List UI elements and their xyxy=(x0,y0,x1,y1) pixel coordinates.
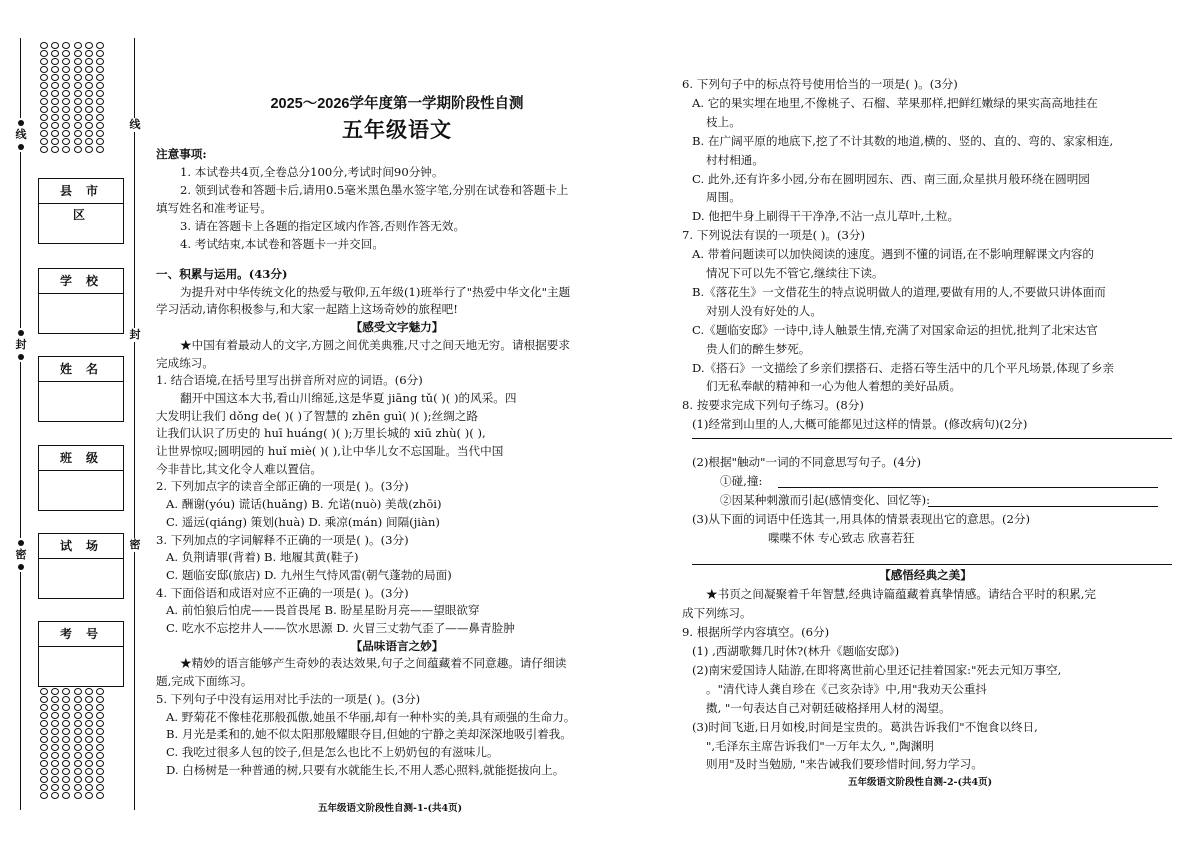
page-footer-right: 五年级语文阶段性自测-2-(共4页) xyxy=(848,777,993,788)
hole-mark xyxy=(96,146,104,153)
text-line: ★精妙的语言能够产生奇妙的表达效果,句子之间蕴藏着不同意趣。请仔细读 xyxy=(180,656,567,671)
hole-mark xyxy=(74,776,82,783)
notice-item: 填写姓名和准考证号。 xyxy=(156,201,272,215)
hole-mark xyxy=(96,74,104,81)
hole-mark xyxy=(96,58,104,65)
hole-mark xyxy=(40,146,48,153)
hole-mark xyxy=(74,704,82,711)
hole-mark xyxy=(85,130,93,137)
hole-mark xyxy=(40,58,48,65)
hole-mark xyxy=(74,114,82,121)
text-line: 擞, "一句表达自己对朝廷破格择用人材的渴望。 xyxy=(706,700,951,715)
hole-mark xyxy=(51,720,59,727)
hole-mark xyxy=(51,704,59,711)
hole-mark xyxy=(40,90,48,97)
hole-mark xyxy=(51,66,59,73)
hole-mark xyxy=(62,760,70,767)
hole-mark xyxy=(40,736,48,743)
hole-mark xyxy=(85,114,93,121)
text-line: (2)根据"触动"一词的不同意思写句子。(4分) xyxy=(692,455,922,469)
hole-mark xyxy=(62,50,70,57)
answer-line[interactable] xyxy=(692,438,1172,439)
hole-mark xyxy=(74,744,82,751)
hole-mark xyxy=(40,98,48,105)
text-line: ",毛泽东主席告诉我们"一万年太久, ",陶渊明 xyxy=(706,738,934,753)
hole-mark xyxy=(96,728,104,735)
hole-mark xyxy=(51,90,59,97)
hole-mark xyxy=(85,696,93,703)
hole-mark xyxy=(96,138,104,145)
field-label: 考号 xyxy=(39,622,123,647)
hole-mark xyxy=(74,106,82,113)
cut-label-xian: 线 xyxy=(13,118,29,152)
hole-mark xyxy=(96,720,104,727)
text-line: 成下列练习。 xyxy=(682,606,752,621)
hole-mark xyxy=(85,82,93,89)
hole-mark xyxy=(62,704,70,711)
cut-label-feng: 封 xyxy=(13,328,29,362)
text-line: (2)南宋爱国诗人陆游,在即将离世前心里还记挂着国家:"死去元知万事空, xyxy=(692,662,1062,677)
text-line: (1) ,西湖歌舞几时休?(林升《题临安邸》) xyxy=(692,644,900,658)
hole-mark xyxy=(74,752,82,759)
hole-mark xyxy=(62,720,70,727)
text-line: A. 前怕狼后怕虎——畏首畏尾 B. 盼星星盼月亮——望眼欲穿 xyxy=(166,603,480,618)
hole-mark xyxy=(85,720,93,727)
hole-mark xyxy=(96,792,104,799)
hole-mark xyxy=(96,712,104,719)
hole-mark xyxy=(96,98,104,105)
text-line: D.《搭石》一文描绘了乡亲们摆搭石、走搭石等生活中的几个平凡场景,体现了乡亲 xyxy=(692,360,1115,375)
hole-mark xyxy=(40,744,48,751)
page-footer-left: 五年级语文阶段性自测-1-(共4页) xyxy=(318,803,463,814)
field-name[interactable] xyxy=(38,356,124,422)
hole-mark xyxy=(96,760,104,767)
hole-mark xyxy=(51,792,59,799)
hole-mark xyxy=(40,138,48,145)
hole-mark xyxy=(74,122,82,129)
hole-mark xyxy=(51,784,59,791)
text-line: 今非昔比,其文化令人难以置信。 xyxy=(156,461,322,476)
text-line: ★书页之间凝聚着千年智慧,经典诗篇蕴藏着真挚情感。请结合平时的积累,完 xyxy=(706,587,1096,602)
hole-mark xyxy=(96,704,104,711)
text-line: 学习活动,请你积极参与,和大家一起踏上这场奇妙的旅程吧! xyxy=(156,302,458,317)
text-line: 们无私奉献的精神和一心为他人着想的美好品质。 xyxy=(706,379,962,394)
hole-mark xyxy=(62,688,70,695)
hole-mark xyxy=(51,114,59,121)
question-stem: 3. 下列加点的字词解释不正确的一项是( )。(3分) xyxy=(156,532,409,547)
hole-mark xyxy=(62,90,70,97)
text-line: 让世界惊叹;圆明园的 huǐ miè( )( ),让中华儿女不忘国耻。当代中国 xyxy=(156,444,504,458)
hole-mark xyxy=(62,792,70,799)
hole-mark xyxy=(85,760,93,767)
text-line: 周围。 xyxy=(706,190,741,205)
hole-mark xyxy=(96,736,104,743)
section-heading: 【感悟经典之美】 xyxy=(879,568,972,583)
text-line: ★中国有着最动人的文字,方圆之间优美典雅,尺寸之间天地无穷。请根据要求 xyxy=(180,337,570,352)
hole-mark xyxy=(85,688,93,695)
hole-mark xyxy=(62,114,70,121)
hole-mark xyxy=(62,122,70,129)
field-label: 姓名 xyxy=(39,357,123,382)
cut-label-mi: 密 xyxy=(13,538,29,572)
hole-mark xyxy=(74,90,82,97)
text-line: 翻开中国这本大书,看山川绵延,这是华夏 jiāng tǔ( )( )的风采。四 xyxy=(180,390,517,405)
hole-mark xyxy=(40,688,48,695)
hole-mark xyxy=(40,776,48,783)
hole-mark xyxy=(51,50,59,57)
text-line: 为提升对中华传统文化的热爱与敬仰,五年级(1)班举行了"热爱中华文化"主题 xyxy=(180,284,571,299)
hole-mark xyxy=(96,688,104,695)
hole-mark xyxy=(96,82,104,89)
hole-mark xyxy=(40,752,48,759)
hole-mark xyxy=(40,720,48,727)
hole-mark xyxy=(74,146,82,153)
hole-mark xyxy=(74,138,82,145)
question-stem: 4. 下面俗语和成语对应不正确的一项是( )。(3分) xyxy=(156,585,409,600)
hole-mark xyxy=(85,98,93,105)
hole-mark xyxy=(74,98,82,105)
hole-mark xyxy=(85,42,93,49)
text-line: ②因某种刺激而引起(感情变化、回忆等): xyxy=(720,492,931,507)
cut-line-outer xyxy=(20,38,21,810)
hole-mark xyxy=(74,74,82,81)
hole-mark xyxy=(51,98,59,105)
text-line: 枝上。 xyxy=(706,114,741,129)
hole-mark xyxy=(85,50,93,57)
notice-item: 2. 领到试卷和答题卡后,请用0.5毫米黑色墨水签字笔,分别在试卷和答题卡上 xyxy=(180,183,569,197)
notice-item: 1. 本试卷共4页,全卷总分100分,考试时间90分钟。 xyxy=(180,165,444,179)
text-line: D. 白杨树是一种普通的树,只要有水就能生长,不用人悉心照料,就能挺拔向上。 xyxy=(166,762,565,777)
hole-mark xyxy=(85,138,93,145)
hole-mark xyxy=(62,58,70,65)
text-line: 。"清代诗人龚自珍在《己亥杂诗》中,用"我劝天公重抖 xyxy=(706,681,988,696)
answer-line[interactable] xyxy=(928,506,1158,507)
hole-mark xyxy=(96,776,104,783)
hole-mark xyxy=(74,66,82,73)
text-line: A. 它的果实埋在地里,不像桃子、石榴、苹果那样,把鲜红嫩绿的果实高高地挂在 xyxy=(692,95,1098,110)
text-line: (1)经常到山里的人,大概可能都见过这样的情景。(修改病句)(2分) xyxy=(692,417,1028,432)
hole-mark xyxy=(96,66,104,73)
hole-mark xyxy=(62,784,70,791)
question-stem: 5. 下列句子中没有运用对比手法的一项是( )。(3分) xyxy=(156,691,421,706)
hole-mark xyxy=(51,130,59,137)
text-line: 贵人们的醉生梦死。 xyxy=(706,341,811,356)
text-line: C.《题临安邸》一诗中,诗人触景生情,充满了对国家命运的担忧,批判了北宋达官 xyxy=(692,322,1098,337)
hole-mark xyxy=(40,106,48,113)
hole-mark xyxy=(51,688,59,695)
hole-mark xyxy=(62,696,70,703)
hole-mark xyxy=(74,50,82,57)
hole-mark xyxy=(74,728,82,735)
hole-mark xyxy=(74,720,82,727)
hole-mark xyxy=(51,122,59,129)
text-line: D. 他把牛身上刷得干干净净,不沾一点儿草叶,土粒。 xyxy=(692,209,960,224)
hole-mark xyxy=(74,688,82,695)
hole-mark xyxy=(74,130,82,137)
text-line: 题,完成下面练习。 xyxy=(156,674,253,689)
hole-mark xyxy=(96,752,104,759)
hole-mark xyxy=(74,696,82,703)
text-line: B.《落花生》一文借花生的特点说明做人的道理,要做有用的人,不要做只讲体面而 xyxy=(692,284,1106,299)
question-stem: 6. 下列句子中的标点符号使用恰当的一项是( )。(3分) xyxy=(682,77,958,91)
hole-mark xyxy=(96,50,104,57)
text-line: C. 我吃过很多人包的饺子,但是怎么也比不上奶奶包的有滋味儿。 xyxy=(166,744,499,759)
hole-mark xyxy=(85,736,93,743)
hole-mark xyxy=(74,792,82,799)
hole-mark xyxy=(85,106,93,113)
hole-mark xyxy=(85,752,93,759)
hole-mark xyxy=(51,712,59,719)
hole-mark xyxy=(40,42,48,49)
hole-mark xyxy=(40,74,48,81)
hole-mark xyxy=(96,784,104,791)
hole-mark xyxy=(51,760,59,767)
answer-line[interactable] xyxy=(778,487,1158,488)
hole-mark xyxy=(62,736,70,743)
text-line: 一、积累与运用。(43分) xyxy=(156,267,288,281)
text-line: B. 月光是柔和的,她不似太阳那般耀眼夺目,但她的宁静之美却深深地吸引着我。 xyxy=(166,727,572,742)
text-line: A. 酬谢(yóu) 谎话(huǎng) B. 允诺(nuò) 美哉(zhōi) xyxy=(166,497,442,512)
hole-mark xyxy=(85,704,93,711)
cut-line-inner xyxy=(134,38,135,810)
hole-mark xyxy=(51,74,59,81)
field-class[interactable] xyxy=(38,445,124,511)
hole-mark xyxy=(40,130,48,137)
hole-mark xyxy=(85,728,93,735)
text-line: 对别人没有好处的人。 xyxy=(706,303,822,318)
hole-mark xyxy=(96,696,104,703)
hole-mark xyxy=(62,744,70,751)
binding-margin xyxy=(6,38,146,810)
text-line: A. 带着问题读可以加快阅读的速度。遇到不懂的词语,在不影响理解课文内容的 xyxy=(692,247,1095,262)
field-exam-number[interactable] xyxy=(38,621,124,687)
text-line: 则用"及时当勉励, "来告诫我们要珍惜时间,努力学习。 xyxy=(706,757,983,772)
text-line: B. 在广阔平原的地底下,挖了不计其数的地道,横的、竖的、直的、弯的、家家相连, xyxy=(692,133,1114,148)
hole-mark xyxy=(40,82,48,89)
left-column xyxy=(152,266,642,776)
exam-title: 2025～2026学年度第一学期阶段性自测 xyxy=(270,96,524,112)
hole-mark xyxy=(51,58,59,65)
hole-mark xyxy=(85,744,93,751)
hole-mark xyxy=(74,760,82,767)
hole-mark xyxy=(40,784,48,791)
text-line: 完成练习。 xyxy=(156,355,214,370)
hole-mark xyxy=(62,776,70,783)
hole-mark xyxy=(96,768,104,775)
question-stem: 1. 结合语境,在括号里写出拼音所对应的词语。(6分) xyxy=(156,373,423,388)
hole-mark xyxy=(96,90,104,97)
hole-mark xyxy=(51,696,59,703)
subject-title: 五年级语文 xyxy=(342,118,452,142)
question-stem: 7. 下列说法有误的一项是( )。(3分) xyxy=(682,228,866,243)
hole-mark xyxy=(62,106,70,113)
hole-mark xyxy=(51,744,59,751)
hole-mark xyxy=(85,146,93,153)
hole-mark xyxy=(40,792,48,799)
hole-mark xyxy=(62,74,70,81)
hole-mark xyxy=(62,82,70,89)
hole-mark xyxy=(96,114,104,121)
text-line: C. 题临安邸(旅店) D. 九州生气恃风雷(朝气蓬勃的局面) xyxy=(166,567,452,582)
hole-mark xyxy=(85,58,93,65)
question-stem: 8. 按要求完成下列句子练习。(8分) xyxy=(682,398,864,413)
field-school[interactable] xyxy=(38,268,124,334)
field-label: 试场 xyxy=(39,534,123,559)
hole-mark xyxy=(62,66,70,73)
hole-mark xyxy=(85,784,93,791)
hole-mark xyxy=(40,704,48,711)
hole-mark xyxy=(85,90,93,97)
hole-mark xyxy=(51,42,59,49)
text-line: C. 吃水不忘挖井人——饮水思源 D. 火冒三丈勃气歪了——鼻青脸肿 xyxy=(166,621,515,635)
hole-mark xyxy=(62,138,70,145)
cut-label-xian-inner: 线 xyxy=(127,118,143,132)
hole-mark xyxy=(85,74,93,81)
hole-mark xyxy=(62,98,70,105)
hole-mark xyxy=(62,752,70,759)
field-exam-room[interactable] xyxy=(38,533,124,599)
hole-mark xyxy=(62,146,70,153)
text-line: 情况下可以先不管它,继续往下读。 xyxy=(706,266,884,280)
hole-mark xyxy=(85,792,93,799)
hole-mark xyxy=(74,42,82,49)
hole-mark xyxy=(96,130,104,137)
hole-mark xyxy=(62,42,70,49)
hole-mark xyxy=(51,728,59,735)
field-label: 学校 xyxy=(39,269,123,294)
hole-mark xyxy=(40,114,48,121)
hole-mark xyxy=(85,712,93,719)
hole-mark xyxy=(74,712,82,719)
text-line: (3)时间飞逝,日月如梭,时间是宝贵的。葛洪告诉我们"不饱食以终日, xyxy=(692,719,1038,734)
hole-mark xyxy=(51,768,59,775)
notice-heading: 注意事项: xyxy=(156,147,207,161)
hole-mark xyxy=(74,736,82,743)
hole-mark xyxy=(51,752,59,759)
text-line: ①碰,撞: xyxy=(720,473,763,488)
text-line: C. 此外,还有许多小园,分布在圆明园东、西、南三面,众星拱月般环绕在圆明园 xyxy=(692,171,1090,186)
notice-item: 4. 考试结束,本试卷和答题卡一并交回。 xyxy=(180,237,384,251)
right-column xyxy=(678,76,1173,776)
hole-mark xyxy=(40,50,48,57)
hole-mark xyxy=(74,82,82,89)
cut-label-mi-inner: 密 xyxy=(127,538,143,552)
hole-mark xyxy=(51,106,59,113)
hole-mark xyxy=(51,138,59,145)
hole-mark xyxy=(40,122,48,129)
hole-mark xyxy=(40,66,48,73)
hole-mark xyxy=(40,768,48,775)
answer-line[interactable] xyxy=(692,564,1172,565)
text-line: A. 野菊花不像桂花那般孤傲,她虽不华丽,却有一种朴实的美,具有顽强的生命力。 xyxy=(166,709,576,724)
hole-mark xyxy=(85,776,93,783)
hole-mark xyxy=(40,696,48,703)
hole-mark xyxy=(62,728,70,735)
hole-pattern-top xyxy=(38,42,106,153)
hole-mark xyxy=(85,66,93,73)
hole-mark xyxy=(62,130,70,137)
hole-mark xyxy=(51,146,59,153)
hole-mark xyxy=(62,768,70,775)
text-line: C. 遥远(qiáng) 策划(huà) D. 乘凉(mán) 间隔(jiàn) xyxy=(166,514,440,529)
hole-mark xyxy=(62,712,70,719)
hole-mark xyxy=(96,42,104,49)
field-label: 班级 xyxy=(39,446,123,471)
hole-pattern-bottom xyxy=(38,688,106,799)
hole-mark xyxy=(40,728,48,735)
hole-mark xyxy=(96,106,104,113)
hole-mark xyxy=(40,760,48,767)
text-line: 村村相通。 xyxy=(706,152,764,167)
text-line: 喋喋不休 专心致志 欣喜若狂 xyxy=(768,530,915,545)
text-line: 让我们认识了历史的 huī huáng( )( );万里长城的 xiū zhù( )( ), xyxy=(156,426,486,441)
question-stem: 9. 根据所学内容填空。(6分) xyxy=(682,625,830,640)
hole-mark xyxy=(51,776,59,783)
field-label: 县市区 xyxy=(39,179,123,204)
hole-mark xyxy=(74,768,82,775)
section-heading: 【品味语言之妙】 xyxy=(350,638,444,653)
hole-mark xyxy=(74,58,82,65)
hole-mark xyxy=(85,122,93,129)
notice-item: 3. 请在答题卡上各题的指定区域内作答,否则作答无效。 xyxy=(180,219,466,233)
text-line: A. 负荆请罪(背着) B. 地履其黄(鞋子) xyxy=(166,550,359,565)
hole-mark xyxy=(96,744,104,751)
section-heading: 【感受文字魅力】 xyxy=(350,320,444,335)
text-line: 大发明让我们 dǒng de( )( )了智慧的 zhēn guì( )( );丝绸之路 xyxy=(156,408,478,423)
question-stem: 2. 下列加点字的读音全部正确的一项是( )。(3分) xyxy=(156,479,409,494)
hole-mark xyxy=(96,122,104,129)
text-line: (3)从下面的词语中任选其一,用具体的情景表现出它的意思。(2分) xyxy=(692,511,1030,526)
field-county[interactable] xyxy=(38,178,124,244)
hole-mark xyxy=(85,768,93,775)
cut-label-feng-inner: 封 xyxy=(127,328,143,342)
hole-mark xyxy=(74,784,82,791)
hole-mark xyxy=(40,712,48,719)
hole-mark xyxy=(51,82,59,89)
hole-mark xyxy=(51,736,59,743)
